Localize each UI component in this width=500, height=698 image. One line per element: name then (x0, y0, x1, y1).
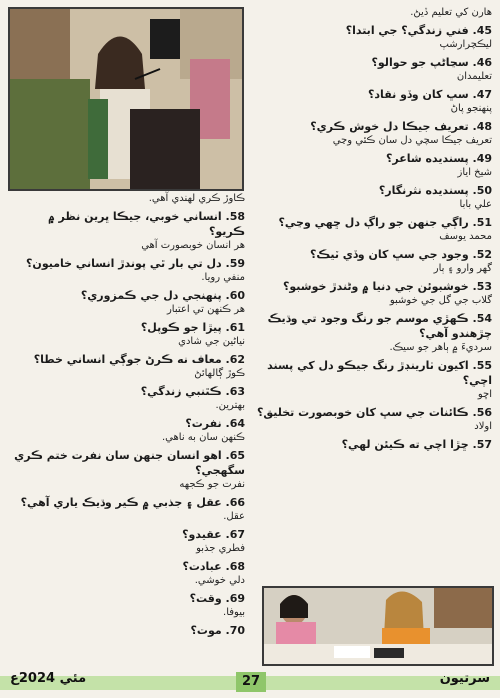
answer-text: پنهنجو پاڻ (450, 103, 492, 114)
qa-item (252, 311, 492, 355)
qa-item (13, 256, 245, 285)
qa-item (13, 623, 245, 638)
answer-text: تعليمدان (456, 71, 492, 82)
magazine-name: سرتيون (439, 671, 490, 686)
qa-item (13, 384, 245, 413)
interview-column-left (13, 192, 245, 638)
qa-item (13, 416, 245, 445)
question-text: 51. راڳي جنهن جو راڳ دل ڇهي وڃي؟ (278, 216, 492, 229)
answer-text: هر انسان خوبصورت آهي (141, 240, 245, 251)
qa-item (252, 215, 492, 244)
answer-text: شيخ اياز (457, 167, 492, 178)
answer-text: بهترين. (215, 400, 245, 411)
question-text: 55. اکيون ٺارينڊڙ رنگ جيڪو دل کي پسند اچي؟ (267, 359, 492, 387)
qa-item (252, 405, 492, 434)
qa-item (13, 320, 245, 349)
question-text: 70. موت؟ (190, 624, 245, 637)
qa-item (252, 151, 492, 180)
answer-text: اولاد (474, 421, 492, 432)
question-text: 58. انساني خوبي، جيڪا ڀرين نظر ۾ ڪريو؟ (48, 210, 245, 238)
question-text: 49. پسنديده شاعر؟ (386, 152, 492, 165)
interview-column-right (252, 6, 492, 452)
answer-text: محمد يوسف (439, 231, 492, 242)
answer-text: منفي رويا. (201, 272, 245, 283)
qa-item (13, 352, 245, 381)
page-number: 27 (236, 672, 266, 692)
qa-item (252, 87, 492, 116)
answer-text: ڪنهن سان به ناهي. (162, 432, 245, 443)
question-text: 69. وقت؟ (189, 592, 245, 605)
answer-text: ڪوڙ ڳالهائڻ (194, 368, 245, 379)
photo-speaker-at-podium (8, 7, 244, 191)
question-text: 63. ڪٿنبي زندگي؟ (140, 385, 245, 398)
question-text: 45. فني زندگي؟ جي ابتدا؟ (345, 24, 492, 37)
answer-text: علي بابا (459, 199, 492, 210)
answer-text: ڪاوڙ ڪري لهندي آهي. (148, 193, 245, 204)
question-text: 65. اهو انسان جنهن سان نفرت ختم ڪري سگهجي؟ (14, 449, 245, 477)
answer-text: هر ڪنهن تي اعتبار (166, 304, 245, 315)
qa-item (13, 209, 245, 253)
qa-item (252, 119, 492, 148)
question-text: 57. ڇڙا اچي ته ڪيئن لهي؟ (341, 438, 492, 451)
question-text: 56. ڪائنات جي سڀ کان خوبصورت تخليق؟ (256, 406, 492, 419)
answer-text: عقل. (223, 511, 245, 522)
answer-text: دلي خوشي. (194, 575, 245, 586)
qa-item (13, 527, 245, 556)
qa-item (252, 6, 492, 20)
question-text: 59. دل تي بار ٿي پوندڙ انساني خاميون؟ (26, 257, 245, 270)
qa-item (13, 448, 245, 492)
qa-item (13, 559, 245, 588)
qa-item (13, 192, 245, 206)
photo-women-at-desk (262, 586, 494, 666)
question-text: 61. پيڙا جو ڪوپل؟ (140, 321, 245, 334)
qa-item (252, 437, 492, 452)
answer-text: بيوفا. (223, 607, 245, 618)
question-text: 46. سڃاڻپ جو حوالو؟ (371, 56, 492, 69)
answer-text: نياڻين جي شادي (178, 336, 245, 347)
issue-date: مئي 2024ع (10, 671, 87, 686)
qa-item (252, 279, 492, 308)
page-footer (0, 666, 500, 698)
answer-text: گلاب جي گل جي خوشبو (389, 295, 492, 306)
question-text: 48. تعريف جيڪا دل خوش ڪري؟ (310, 120, 492, 133)
answer-text: گهر وارو ۽ ٻار (433, 263, 492, 274)
question-text: 60. پنهنجي دل جي ڪمزوري؟ (80, 289, 245, 302)
question-text: 50. پسنديده نثرنگار؟ (378, 184, 492, 197)
qa-item (13, 288, 245, 317)
answer-text: سرديءَ ۾ ٻاهر جو سيڪ. (389, 342, 492, 353)
question-text: 52. وجود جي سڀ کان وڏي ٽيڪ؟ (309, 248, 492, 261)
question-text: 62. معاف نه ڪرڻ جوڳي انساني خطا؟ (33, 353, 245, 366)
question-text: 47. سڀ کان وڏو نقاد؟ (368, 88, 492, 101)
qa-item (252, 23, 492, 52)
question-text: 64. نفرت؟ (185, 417, 245, 430)
answer-text: اڇو (477, 389, 492, 400)
question-text: 66. عقل ۽ جذبي ۾ ڪير وڌيڪ ياري آهي؟ (20, 496, 245, 509)
qa-item (252, 247, 492, 276)
qa-item (13, 591, 245, 620)
question-text: 68. عبادت؟ (182, 560, 245, 573)
answer-text: فطري جذبو (196, 543, 245, 554)
qa-item (252, 183, 492, 212)
question-text: 53. خوشبوئن جي دنيا ۾ وڻندڙ خوشبو؟ (283, 280, 492, 293)
question-text: 54. ڪهڙي موسم جو رنگ وجود تي وڌيڪ چڙهندو آهي؟ (267, 312, 492, 340)
qa-item (252, 55, 492, 84)
qa-item (13, 495, 245, 524)
answer-text: تعريف جيڪا سچي دل سان ڪئي وڃي (332, 135, 492, 146)
question-text: 67. عقيدو؟ (182, 528, 245, 541)
answer-text: نفرت جو ڪجهه (179, 479, 245, 490)
answer-text: ليڪچرارشپ (439, 39, 492, 50)
answer-text: هارن کي تعليم ڏيڻ. (410, 7, 492, 18)
qa-item (252, 358, 492, 402)
